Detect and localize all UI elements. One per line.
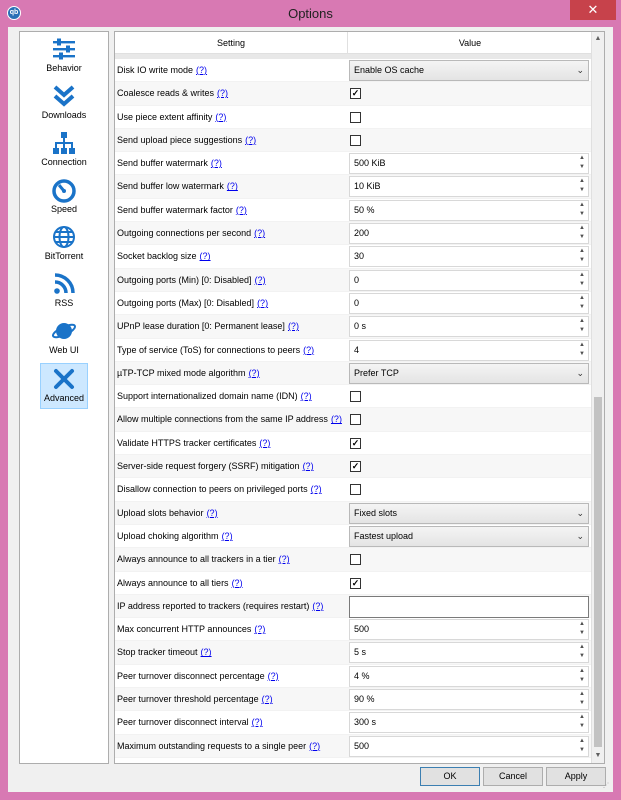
spinbox-arrows[interactable] — [576, 294, 588, 313]
setting-label: Outgoing connections per second — [117, 228, 252, 239]
network-icon — [51, 130, 77, 156]
column-header-setting[interactable]: Setting — [115, 32, 348, 54]
spinbox-arrows[interactable] — [576, 667, 588, 686]
help-link[interactable]: (?) — [251, 717, 263, 728]
setting-cell — [117, 408, 347, 431]
setting-label: Coalesce reads & writes — [117, 88, 215, 99]
help-link[interactable]: (?) — [278, 554, 290, 565]
spinbox-value: 90 % — [354, 694, 375, 705]
settings-row — [115, 385, 592, 408]
spinbox-value: 500 KiB — [354, 158, 386, 169]
value-cell — [349, 456, 589, 477]
help-link[interactable]: (?) — [200, 647, 212, 658]
sidebar-item-bittorrent[interactable] — [20, 222, 108, 268]
value-spinbox[interactable] — [349, 712, 589, 733]
value-cell — [349, 83, 589, 104]
value-checkbox[interactable]: ✓ — [351, 437, 360, 448]
spin-up-icon[interactable]: ▲ — [579, 621, 585, 628]
setting-label: Send buffer low watermark — [117, 181, 224, 192]
setting-cell — [117, 688, 347, 711]
settings-row — [115, 711, 592, 734]
value-cell — [349, 689, 589, 710]
scrollbar-thumb[interactable] — [594, 397, 602, 747]
value-spinbox[interactable] — [349, 666, 589, 687]
value-spinbox[interactable] — [349, 223, 589, 244]
settings-row — [115, 688, 592, 711]
value-cell — [349, 433, 589, 454]
advanced-settings-table — [114, 31, 605, 764]
spin-up-icon[interactable]: ▲ — [579, 201, 585, 208]
sidebar-item-rss[interactable] — [20, 269, 108, 315]
settings-row — [115, 339, 592, 362]
spin-down-icon[interactable]: ▼ — [579, 327, 585, 334]
sidebar-label: Behavior — [46, 63, 82, 73]
resize-grip-icon[interactable]: ⋰ — [603, 783, 609, 789]
value-cell — [349, 270, 589, 291]
value-spinbox[interactable] — [349, 270, 589, 291]
help-link[interactable]: (?) — [221, 530, 233, 541]
setting-label: Outgoing ports (Max) [0: Disabled] — [117, 297, 255, 308]
value-checkbox[interactable] — [350, 391, 361, 402]
setting-cell — [117, 222, 347, 245]
settings-row — [115, 175, 592, 198]
help-link[interactable]: (?) — [235, 204, 247, 215]
setting-label: Support internationalized domain name (IDN) — [117, 391, 298, 402]
spinbox-arrows[interactable] — [576, 177, 588, 196]
sidebar-item-advanced[interactable] — [40, 363, 88, 409]
value-cell — [349, 596, 589, 617]
help-link[interactable]: (?) — [330, 414, 342, 425]
setting-label: Always announce to all tiers — [117, 577, 229, 588]
value-cell — [349, 736, 589, 757]
spinbox-value: 200 — [354, 228, 370, 239]
spin-down-icon[interactable]: ▼ — [579, 164, 585, 171]
settings-row — [115, 478, 592, 501]
spin-down-icon[interactable]: ▼ — [579, 746, 585, 753]
spinbox-arrows[interactable] — [576, 620, 588, 639]
help-link[interactable]: (?) — [309, 740, 321, 751]
planet-icon — [51, 318, 77, 344]
help-link[interactable]: (?) — [231, 577, 243, 588]
help-link[interactable]: (?) — [248, 367, 260, 378]
help-link[interactable]: (?) — [199, 251, 211, 262]
tools-icon — [51, 366, 77, 392]
spinbox-arrows[interactable] — [576, 737, 588, 756]
setting-label: Upload slots behavior — [117, 507, 204, 518]
settings-row — [115, 525, 592, 548]
value-cell — [349, 712, 589, 733]
value-cell — [349, 573, 589, 594]
setting-cell — [117, 245, 347, 268]
spinbox-arrows[interactable] — [576, 690, 588, 709]
spinbox-arrows[interactable] — [576, 317, 588, 336]
sidebar-item-downloads[interactable] — [20, 81, 108, 127]
help-link[interactable]: (?) — [254, 274, 266, 285]
help-link[interactable]: (?) — [196, 65, 208, 75]
spin-up-icon[interactable]: ▲ — [579, 178, 585, 185]
spinbox-value: 30 — [354, 251, 365, 262]
value-cell — [349, 503, 589, 524]
value-dropdown[interactable] — [349, 60, 589, 81]
spinbox-value: 5 s — [354, 647, 367, 658]
value-dropdown[interactable] — [349, 526, 589, 547]
value-cell — [349, 479, 589, 500]
setting-cell — [117, 525, 347, 548]
setting-label: Disk IO write mode — [117, 65, 194, 75]
chevron-down-icon: ⌄ — [576, 65, 584, 75]
value-checkbox[interactable]: ✓ — [351, 577, 360, 588]
settings-row — [115, 82, 592, 105]
setting-cell — [117, 82, 347, 105]
globe-icon — [51, 224, 77, 250]
spinbox-value: 300 s — [354, 717, 377, 728]
spinbox-arrows[interactable] — [576, 643, 588, 662]
setting-cell — [117, 665, 347, 688]
value-spinbox[interactable] — [349, 340, 589, 361]
value-cell — [349, 316, 589, 337]
spin-up-icon[interactable]: ▲ — [579, 225, 585, 232]
setting-label: Max concurrent HTTP announces — [117, 624, 252, 635]
ok-button[interactable]: OK — [420, 767, 480, 786]
settings-row — [115, 315, 592, 338]
value-dropdown[interactable] — [349, 503, 589, 524]
settings-row — [115, 641, 592, 664]
setting-label: Socket backlog size — [117, 251, 197, 262]
spin-down-icon[interactable]: ▼ — [579, 280, 585, 287]
value-cell — [349, 549, 589, 570]
settings-row — [115, 106, 592, 129]
spin-up-icon[interactable]: ▲ — [579, 294, 585, 301]
value-cell — [349, 340, 589, 361]
setting-cell — [117, 129, 347, 152]
value-spinbox[interactable] — [349, 316, 589, 337]
setting-label: Outgoing ports (Min) [0: Disabled] — [117, 274, 252, 285]
spin-down-icon[interactable]: ▼ — [579, 210, 585, 217]
scroll-down-arrow-icon[interactable]: ▼ — [594, 752, 602, 759]
value-spinbox[interactable] — [349, 176, 589, 197]
double-chevron-down-icon — [51, 83, 77, 109]
setting-cell — [117, 152, 347, 175]
help-link[interactable]: (?) — [303, 344, 315, 355]
help-link[interactable]: (?) — [261, 694, 273, 705]
setting-label: Stop tracker timeout — [117, 647, 198, 658]
setting-label: Send upload piece suggestions — [117, 134, 243, 145]
spin-up-icon[interactable]: ▲ — [579, 667, 585, 674]
window-frame-bottom — [0, 792, 621, 800]
settings-row — [115, 432, 592, 455]
help-link[interactable]: (?) — [226, 181, 238, 192]
value-cell — [349, 200, 589, 221]
sidebar-item-webui[interactable] — [20, 316, 108, 362]
setting-cell — [117, 315, 347, 338]
close-button[interactable]: ✕ — [570, 0, 616, 20]
chevron-down-icon: ⌄ — [576, 507, 584, 518]
spinbox-arrows[interactable] — [576, 201, 588, 220]
spin-down-icon[interactable]: ▼ — [579, 234, 585, 241]
value-cell — [349, 386, 589, 407]
setting-label: Type of service (ToS) for connections to peers — [117, 344, 301, 355]
value-cell — [349, 153, 589, 174]
value-cell — [349, 130, 589, 151]
help-link[interactable]: (?) — [210, 158, 222, 169]
chevron-down-icon: ⌄ — [576, 530, 584, 541]
settings-row — [115, 735, 592, 758]
cancel-button[interactable]: Cancel — [483, 767, 543, 786]
sidebar-label: Connection — [41, 157, 87, 167]
app-icon: qb — [7, 6, 21, 20]
spin-down-icon[interactable]: ▼ — [579, 630, 585, 637]
setting-cell — [117, 641, 347, 664]
help-link[interactable]: (?) — [300, 391, 312, 402]
sidebar-label: Advanced — [43, 393, 85, 403]
setting-cell — [117, 502, 347, 525]
value-spinbox[interactable] — [349, 642, 589, 663]
help-link[interactable]: (?) — [257, 297, 269, 308]
settings-row — [115, 665, 592, 688]
sidebar-label: Speed — [50, 204, 78, 214]
settings-row — [115, 362, 592, 385]
spin-down-icon[interactable]: ▼ — [579, 187, 585, 194]
scroll-up-arrow-icon[interactable]: ▲ — [594, 35, 602, 42]
value-checkbox[interactable]: ✓ — [351, 461, 360, 472]
value-cell — [349, 223, 589, 244]
setting-label: Server-side request forgery (SSRF) mitigation — [117, 461, 300, 472]
setting-cell — [117, 595, 347, 618]
settings-row — [115, 129, 592, 152]
window-title: Options — [288, 6, 333, 21]
value-cell — [349, 666, 589, 687]
column-header-value[interactable]: Value — [458, 38, 482, 48]
value-cell — [349, 409, 589, 430]
spin-up-icon[interactable]: ▲ — [579, 155, 585, 162]
dropdown-value: Prefer TCP — [354, 367, 399, 378]
spin-up-icon[interactable]: ▲ — [579, 714, 585, 721]
setting-label: Peer turnover threshold percentage — [117, 694, 259, 705]
dropdown-value: Fixed slots — [354, 507, 398, 518]
setting-label: Use piece extent affinity — [117, 111, 213, 122]
help-link[interactable]: (?) — [254, 624, 266, 635]
settings-row — [115, 292, 592, 315]
value-cell — [349, 363, 589, 384]
value-spinbox[interactable] — [349, 619, 589, 640]
setting-label: Allow multiple connections from the same IP address — [117, 414, 328, 425]
settings-row — [115, 455, 592, 478]
setting-cell — [117, 385, 347, 408]
value-spinbox[interactable] — [349, 689, 589, 710]
sidebar-label: RSS — [54, 298, 74, 308]
spin-down-icon[interactable]: ▼ — [579, 257, 585, 264]
setting-cell — [117, 432, 347, 455]
help-link[interactable]: (?) — [302, 461, 314, 472]
sidebar-item-behavior[interactable] — [20, 34, 108, 80]
setting-label: Always announce to all trackers in a tier — [117, 554, 276, 565]
spin-up-icon[interactable]: ▲ — [579, 341, 585, 348]
help-link[interactable]: (?) — [312, 600, 324, 611]
setting-cell — [117, 59, 347, 82]
setting-label: UPnP lease duration [0: Permanent lease] — [117, 321, 285, 332]
help-link[interactable]: (?) — [287, 321, 299, 332]
value-cell — [349, 246, 589, 267]
spinbox-value: 500 — [354, 740, 370, 751]
help-link[interactable]: (?) — [206, 507, 218, 518]
sidebar-label: Downloads — [41, 110, 87, 120]
settings-row — [115, 222, 592, 245]
spinbox-arrows[interactable] — [576, 247, 588, 266]
setting-cell — [117, 548, 347, 571]
sliders-icon — [51, 36, 77, 62]
window-frame-right — [613, 27, 621, 800]
setting-cell — [117, 455, 347, 478]
value-cell — [349, 176, 589, 197]
settings-row — [115, 408, 592, 431]
vertical-scrollbar[interactable] — [591, 32, 604, 763]
spinbox-arrows[interactable] — [576, 224, 588, 243]
value-cell — [349, 293, 589, 314]
setting-label: Upload choking algorithm — [117, 530, 219, 541]
help-link[interactable]: (?) — [254, 228, 266, 239]
spinbox-arrows[interactable] — [576, 341, 588, 360]
apply-button[interactable]: Apply — [546, 767, 606, 786]
value-cell — [349, 107, 589, 128]
setting-label: Send buffer watermark factor — [117, 204, 233, 215]
value-text-input[interactable] — [349, 596, 589, 618]
spinbox-value: 4 — [354, 344, 360, 355]
help-link[interactable]: (?) — [267, 670, 279, 681]
spinbox-arrows[interactable] — [576, 271, 588, 290]
settings-row — [115, 595, 592, 618]
spin-down-icon[interactable]: ▼ — [579, 676, 585, 683]
settings-row — [115, 245, 592, 268]
help-link[interactable]: (?) — [245, 134, 257, 145]
spin-up-icon[interactable]: ▲ — [579, 691, 585, 698]
value-checkbox[interactable] — [350, 112, 361, 123]
setting-cell — [117, 711, 347, 734]
setting-cell — [117, 106, 347, 129]
spinbox-arrows[interactable] — [576, 154, 588, 173]
value-spinbox[interactable] — [349, 736, 589, 757]
setting-label: Maximum outstanding requests to a single peer — [117, 740, 307, 751]
spinbox-value: 500 — [354, 624, 370, 635]
table-header — [115, 32, 592, 54]
sidebar-item-speed[interactable] — [20, 175, 108, 221]
dropdown-value: Enable OS cache — [354, 65, 425, 75]
help-link[interactable]: (?) — [215, 111, 227, 122]
value-cell — [349, 619, 589, 640]
setting-label: µTP-TCP mixed mode algorithm — [117, 367, 246, 378]
value-checkbox[interactable] — [350, 554, 361, 565]
spin-down-icon[interactable]: ▼ — [579, 723, 585, 730]
value-checkbox[interactable] — [350, 414, 361, 425]
settings-row — [115, 152, 592, 175]
value-spinbox[interactable] — [349, 246, 589, 267]
setting-label: Disallow connection to peers on privileged ports — [117, 484, 308, 495]
spin-down-icon[interactable]: ▼ — [579, 700, 585, 707]
spin-up-icon[interactable]: ▲ — [579, 318, 585, 325]
sidebar-label: BitTorrent — [44, 251, 84, 261]
sidebar-item-connection[interactable] — [20, 128, 108, 174]
spinbox-value: 0 s — [354, 321, 367, 332]
setting-label: Peer turnover disconnect interval — [117, 717, 249, 728]
spinbox-value: 10 KiB — [354, 181, 381, 192]
speedometer-icon — [51, 177, 77, 203]
help-link[interactable]: (?) — [310, 484, 322, 495]
setting-cell — [117, 339, 347, 362]
setting-label: Validate HTTPS tracker certificates — [117, 437, 257, 448]
setting-cell — [117, 618, 347, 641]
title-bar[interactable] — [0, 0, 621, 27]
dropdown-value: Fastest upload — [354, 530, 414, 541]
value-checkbox[interactable] — [350, 484, 361, 495]
settings-rows — [115, 59, 592, 758]
spin-up-icon[interactable]: ▲ — [579, 737, 585, 744]
value-spinbox[interactable] — [349, 293, 589, 314]
spin-down-icon[interactable]: ▼ — [579, 653, 585, 660]
spinbox-value: 4 % — [354, 670, 370, 681]
spinbox-arrows[interactable] — [576, 713, 588, 732]
spin-up-icon[interactable]: ▲ — [579, 248, 585, 255]
value-cell — [349, 60, 589, 81]
settings-row — [115, 59, 592, 82]
value-dropdown[interactable] — [349, 363, 589, 384]
settings-row — [115, 199, 592, 222]
setting-cell — [117, 478, 347, 501]
help-link[interactable]: (?) — [259, 437, 271, 448]
help-link[interactable]: (?) — [217, 88, 229, 99]
value-cell — [349, 526, 589, 547]
settings-row — [115, 572, 592, 595]
spin-up-icon[interactable]: ▲ — [579, 644, 585, 651]
value-spinbox[interactable] — [349, 200, 589, 221]
category-sidebar — [19, 31, 109, 764]
setting-cell — [117, 175, 347, 198]
value-checkbox[interactable]: ✓ — [351, 88, 360, 99]
spin-up-icon[interactable]: ▲ — [579, 271, 585, 278]
sidebar-label: Web UI — [49, 345, 79, 355]
spin-down-icon[interactable]: ▼ — [579, 350, 585, 357]
spinbox-value: 0 — [354, 274, 360, 285]
setting-cell — [117, 572, 347, 595]
setting-label: IP address reported to trackers (requires restart) — [117, 600, 310, 611]
setting-cell — [117, 292, 347, 315]
rss-icon — [51, 271, 77, 297]
settings-row — [115, 502, 592, 525]
value-spinbox[interactable] — [349, 153, 589, 174]
setting-label: Send buffer watermark — [117, 158, 208, 169]
window-frame-left — [0, 27, 8, 800]
setting-cell — [117, 362, 347, 385]
chevron-down-icon: ⌄ — [576, 367, 584, 378]
spinbox-value: 50 % — [354, 204, 375, 215]
setting-label: Peer turnover disconnect percentage — [117, 670, 265, 681]
spinbox-value: 0 — [354, 297, 360, 308]
value-checkbox[interactable] — [350, 135, 361, 146]
settings-row — [115, 618, 592, 641]
value-cell — [349, 642, 589, 663]
spin-down-icon[interactable]: ▼ — [579, 303, 585, 310]
setting-cell — [117, 735, 347, 758]
settings-row — [115, 548, 592, 571]
setting-cell — [117, 269, 347, 292]
settings-row — [115, 269, 592, 292]
setting-cell — [117, 199, 347, 222]
